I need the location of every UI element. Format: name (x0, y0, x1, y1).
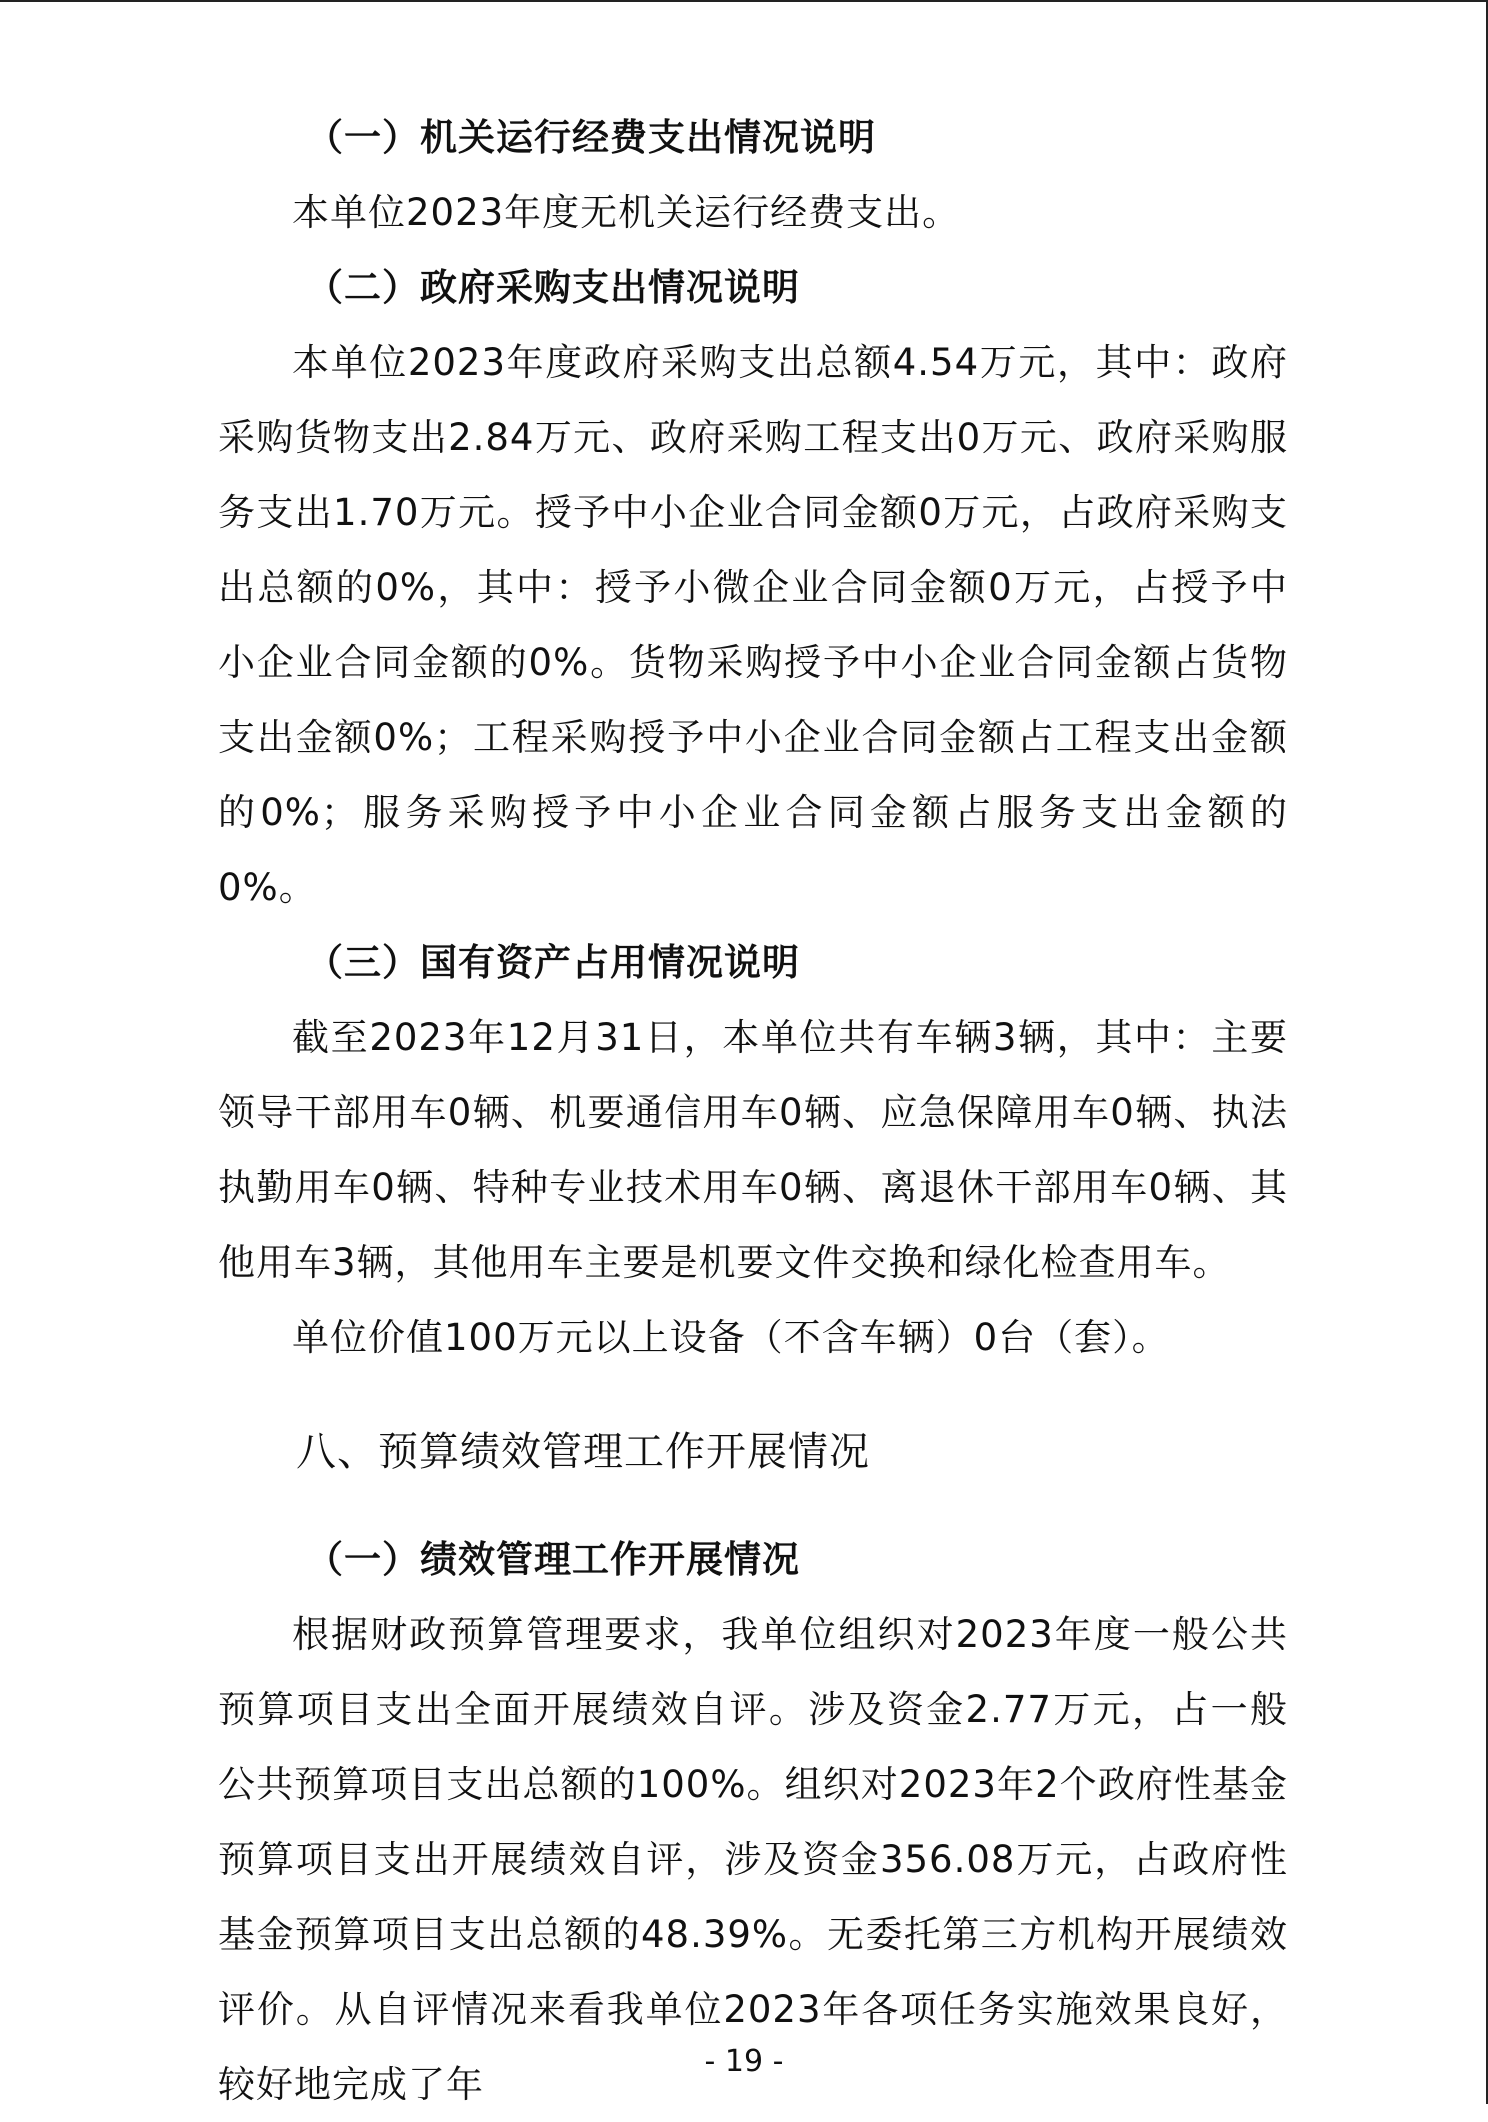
section-heading-performance-work: （一）绩效管理工作开展情况 (306, 1538, 800, 1581)
paragraph-vehicles: 截至2023年12月31日，本单位共有车辆3辆，其中：主要领导干部用车0辆、机要通信用车0辆、应急保障用车0辆、执法执勤用车0辆、特种专业技术用车0辆、离退休干部用车0辆、其他用车3辆，其他用车主要是机要文件交换和绿化检查用车。 (218, 1016, 1288, 1284)
section-heading-state-assets: （三）国有资产占用情况说明 (306, 941, 800, 984)
paragraph-procurement: 本单位2023年度政府采购支出总额4.54万元，其中：政府采购货物支出2.84万元、政府采购工程支出0万元、政府采购服务支出1.70万元。授予中小企业合同金额0万元，占政府采购支出总额的0%，其中：授予小微企业合同金额0万元，占授予中小企业合同金额的0%。货物采购授予中小企业合同金额占货物支出金额0%；工程采购授予中小企业合同金额占工程支出金额的0%；服务采购授予中小企业合同金额占服务支出金额的0%。 (218, 341, 1288, 909)
paragraph-performance-work: 根据财政预算管理要求，我单位组织对2023年度一般公共预算项目支出全面开展绩效自评。涉及资金2.77万元，占一般公共预算项目支出总额的100%。组织对2023年2个政府性基金预算项目支出开展绩效自评，涉及资金356.08万元，占政府性基金预算项目支出总额的48.39%。无委托第三方机构开展绩效评价。从自评情况来看我单位2023年各项任务实施效果良好，较好地完成了年 (218, 1613, 1288, 2106)
document-body (218, 100, 1288, 2122)
page-number: - 19 - (704, 2044, 784, 2079)
paragraph-equipment: 单位价值100万元以上设备（不含车辆）0台（套）。 (292, 1316, 1170, 1359)
section-heading-operating-expenses: （一）机关运行经费支出情况说明 (306, 116, 876, 159)
paragraph-operating-expenses: 本单位2023年度无机关运行经费支出。 (292, 191, 961, 234)
section-heading-procurement: （二）政府采购支出情况说明 (306, 266, 800, 309)
chapter-heading-performance: 八、预算绩效管理工作开展情况 (296, 1429, 870, 1475)
